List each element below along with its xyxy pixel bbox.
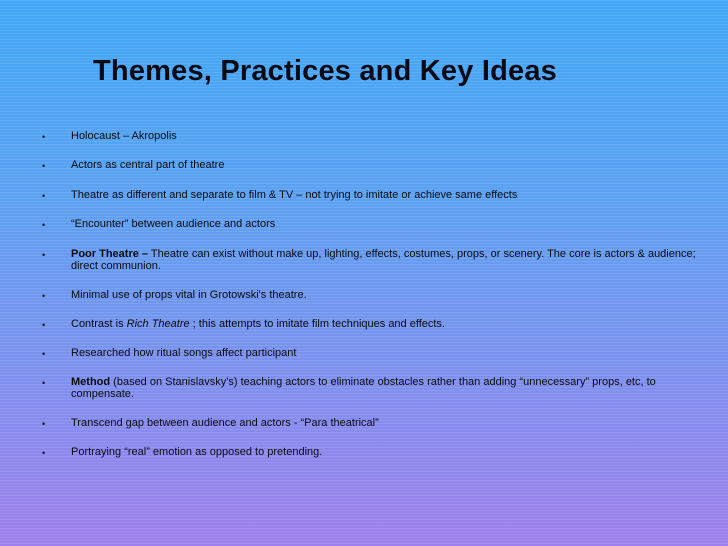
- list-item-body: (based on Stanislavsky's) teaching actors to eliminate obstacles rather than adding “unnecessary” props, etc, to compensate.: [71, 376, 656, 400]
- list-item-body: Theatre as different and separate to film & TV – not trying to imitate or achieve same effects: [71, 189, 518, 201]
- bullet-icon: •: [42, 220, 46, 230]
- bullet-icon: •: [42, 320, 46, 330]
- bullet-icon: •: [42, 419, 46, 429]
- list-item-text: [71, 347, 696, 359]
- list-item-text: [71, 446, 696, 458]
- list-item-text: [71, 130, 696, 142]
- list-item-body: Actors as central part of theatre: [71, 159, 225, 171]
- bullet-icon: •: [42, 349, 46, 359]
- slide-title: Themes, Practices and Key Ideas: [93, 55, 557, 87]
- bullet-icon: •: [42, 161, 46, 171]
- bullet-icon: •: [42, 378, 46, 388]
- list-item-bold-term: Poor Theatre –: [71, 248, 149, 260]
- bullet-icon: •: [42, 250, 46, 260]
- list-item-text: [71, 218, 696, 230]
- list-item-text: [71, 248, 696, 272]
- bullet-icon: •: [42, 191, 46, 201]
- list-item-body: Researched how ritual songs affect participant: [71, 347, 297, 359]
- list-item-body: Portraying “real” emotion as opposed to pretending.: [71, 446, 323, 458]
- list-item-text: [71, 417, 696, 429]
- list-item-text: [71, 189, 696, 201]
- bullet-icon: •: [42, 291, 46, 301]
- list-item-body: Transcend gap between audience and actors - “Para theatrical”: [71, 417, 379, 429]
- list-item-bold-term: Method: [71, 376, 111, 388]
- list-item-text: [71, 159, 696, 171]
- list-item-text: [71, 318, 696, 330]
- list-item-body: Holocaust – Akropolis: [71, 130, 177, 142]
- list-item-text: [71, 376, 696, 400]
- list-item-body-before: Contrast is: [71, 318, 127, 330]
- list-item-body: Theatre can exist without make up, lighting, effects, costumes, props, or scenery. The core is actors & audience; direct communion.: [71, 248, 696, 272]
- bullet-icon: •: [42, 132, 46, 142]
- list-item-body-after: ; this attempts to imitate film techniques and effects.: [189, 318, 445, 330]
- list-item-text: [71, 289, 696, 301]
- list-item-italic-term: Rich Theatre: [126, 318, 190, 330]
- list-item-body: Minimal use of props vital in Grotowski's theatre.: [71, 289, 307, 301]
- bullet-icon: •: [42, 448, 46, 458]
- list-item-body: “Encounter” between audience and actors: [71, 218, 276, 230]
